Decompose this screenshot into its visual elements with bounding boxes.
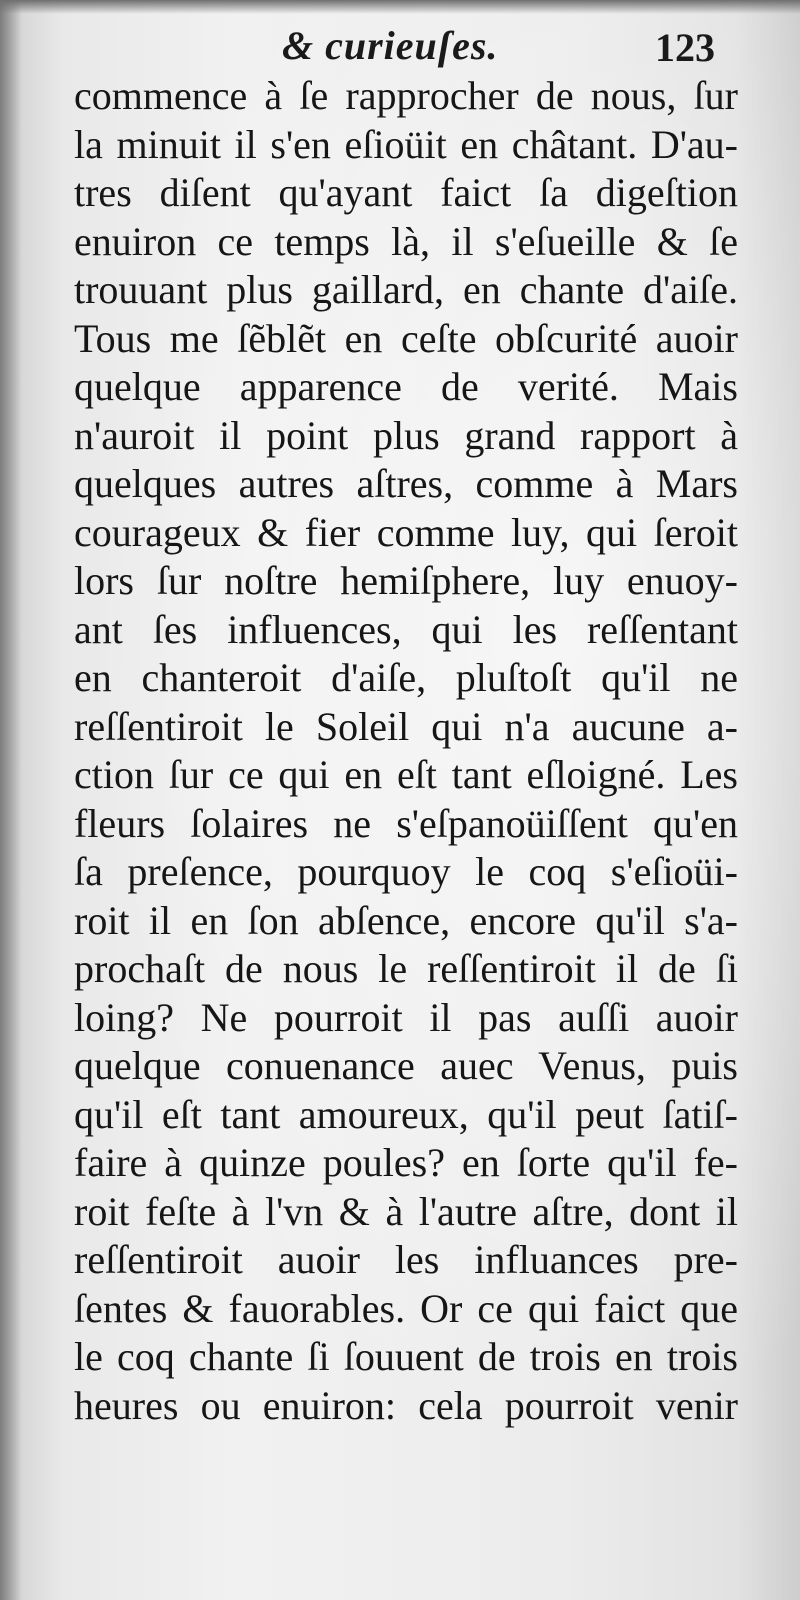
text-line: ction ſur ce qui en eſt tant eſloigné. Les: [74, 752, 738, 797]
text-line: ſa preſence, pourquoy le coq s'eſioüi-: [74, 849, 738, 894]
text-line: roit il en ſon abſence, encore qu'il s'a-: [74, 897, 738, 943]
text-line: faire à quinze poules? en ſorte qu'il fe-: [74, 1140, 738, 1185]
text-line: ſentes & fauorables. Or ce qui faict que: [74, 1285, 738, 1331]
text-line: trouuant plus gaillard, en chante d'aiſe.: [74, 267, 738, 312]
text-line: tres diſent qu'ayant faict ſa digeſtion: [74, 170, 738, 215]
text-line: reſſentiroit le Soleil qui n'a aucune a-: [74, 703, 738, 749]
text-line: roit feſte à l'vn & à l'autre aſtre, dont il: [74, 1188, 738, 1234]
text-line: quelques autres aſtres, comme à Mars: [74, 461, 738, 506]
text-line: prochaſt de nous le reſſentiroit il de ſi: [74, 946, 738, 991]
text-line: en chanteroit d'aiſe, pluſtoſt qu'il ne: [74, 655, 738, 700]
body-text: [74, 72, 738, 1430]
gutter-shadow: [0, 0, 22, 1600]
page-number: 123: [655, 25, 715, 70]
text-line: enuiron ce temps là, il s'eſueille & ſe: [74, 218, 738, 264]
text-line: n'auroit il point plus grand rapport à: [74, 412, 738, 458]
text-line: quelque conuenance auec Venus, puis: [74, 1043, 738, 1088]
text-line: courageux & fier comme luy, qui ſeroit: [74, 509, 738, 555]
text-line: qu'il eſt tant amoureux, qu'il peut ſatiſ-: [74, 1091, 738, 1137]
text-line: reſſentiroit auoir les influances pre-: [74, 1237, 738, 1282]
text-line: la minuit il s'en eſioüit en châtant. D'au-: [74, 121, 738, 167]
text-line: lors ſur noſtre hemiſphere, luy enuoy-: [74, 558, 738, 603]
text-line: le coq chante ſi ſouuent de trois en trois: [74, 1334, 738, 1379]
page-header: [0, 14, 800, 74]
text-line: loing? Ne pourroit il pas auſſi auoir: [74, 994, 738, 1040]
running-title: & curieuſes.: [282, 23, 499, 68]
text-line: heures ou enuiron: cela pourroit venir: [74, 1382, 738, 1428]
text-line: fleurs ſolaires ne s'eſpanoüiſſent qu'en: [74, 800, 738, 846]
text-line: Tous me ſẽblẽt en ceſte obſcurité auoir: [74, 315, 738, 361]
text-line: commence à ſe rapprocher de nous, ſur: [74, 73, 738, 118]
text-line: quelque apparence de verité. Mais: [74, 364, 738, 409]
top-edge-shadow: [0, 0, 800, 14]
text-line: ant ſes influences, qui les reſſentant: [74, 606, 738, 652]
